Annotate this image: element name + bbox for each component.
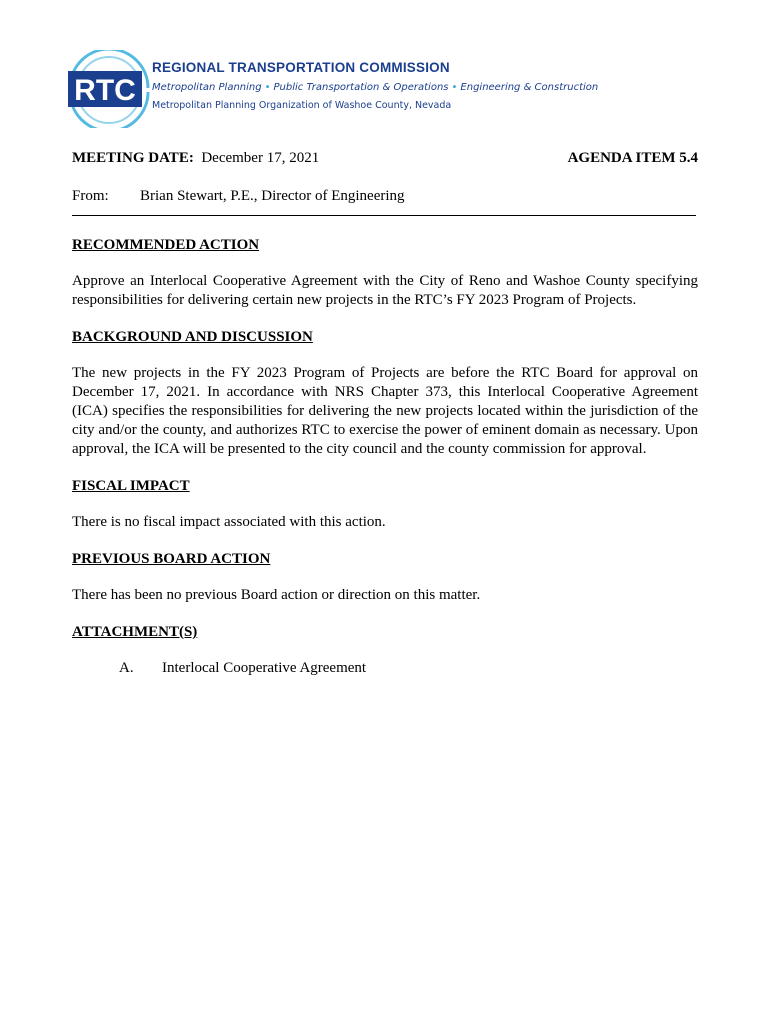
previous-action-heading: PREVIOUS BOARD ACTION xyxy=(72,551,271,567)
organization-header xyxy=(152,60,598,112)
attachment-item xyxy=(119,659,698,678)
from-label: From: xyxy=(72,188,109,204)
background-text: The new projects in the FY 2023 Program of Projects are before the RTC Board for approval on December 17, 2021. In accordance with NRS Chapter 373, this Interlocal Cooperative Agreement (ICA) specifies the responsibilities for delivering the new projects located within the jurisdiction of the city and/or the county, and authorizes RTC to exercise the power of eminent domain as necessary. Upon approval, the ICA will be presented to the city council and the county commission for approval. xyxy=(72,365,698,457)
background-heading: BACKGROUND AND DISCUSSION xyxy=(72,329,313,345)
division-list xyxy=(152,81,598,94)
meeting-date-value: December 17, 2021 xyxy=(201,150,320,166)
mpo-line: Metropolitan Planning Organization of Washoe County, Nevada xyxy=(152,100,452,111)
division-engineering: Engineering & Construction xyxy=(460,82,599,93)
previous-action-text: There has been no previous Board action or direction on this matter. xyxy=(72,587,481,603)
attachment-letter: A. xyxy=(119,660,134,676)
document-body xyxy=(72,236,698,678)
division-transit: Public Transportation & Operations xyxy=(273,82,449,93)
from-value: Brian Stewart, P.E., Director of Engineering xyxy=(140,188,405,204)
attachment-title: Interlocal Cooperative Agreement xyxy=(162,660,367,676)
header-divider xyxy=(72,215,696,216)
fiscal-impact-text: There is no fiscal impact associated with this action. xyxy=(72,514,386,530)
meeting-date-label: MEETING DATE xyxy=(72,150,189,166)
org-name: REGIONAL TRANSPORTATION COMMISSION xyxy=(152,60,450,75)
recommended-action-text: Approve an Interlocal Cooperative Agreement with the City of Reno and Washoe County specifying responsibilities for delivering certain new projects in the RTC’s FY 2023 Program of Projects. xyxy=(72,273,698,308)
divider-dot: • xyxy=(264,82,271,93)
logo-text: RTC xyxy=(74,74,136,107)
from-row xyxy=(72,188,698,205)
fiscal-impact-heading: FISCAL IMPACT xyxy=(72,478,190,494)
agenda-item: AGENDA ITEM 5.4 xyxy=(567,150,698,166)
division-planning: Metropolitan Planning xyxy=(152,82,262,93)
meeting-row: MEETING DATE: December 17, 2021 AGENDA ITEM 5.4 xyxy=(72,150,698,166)
recommended-action-heading: RECOMMENDED ACTION xyxy=(72,237,260,253)
attachments-heading: ATTACHMENT(S) xyxy=(72,624,198,640)
divider-dot: • xyxy=(451,82,458,93)
rtc-logo xyxy=(64,50,154,128)
